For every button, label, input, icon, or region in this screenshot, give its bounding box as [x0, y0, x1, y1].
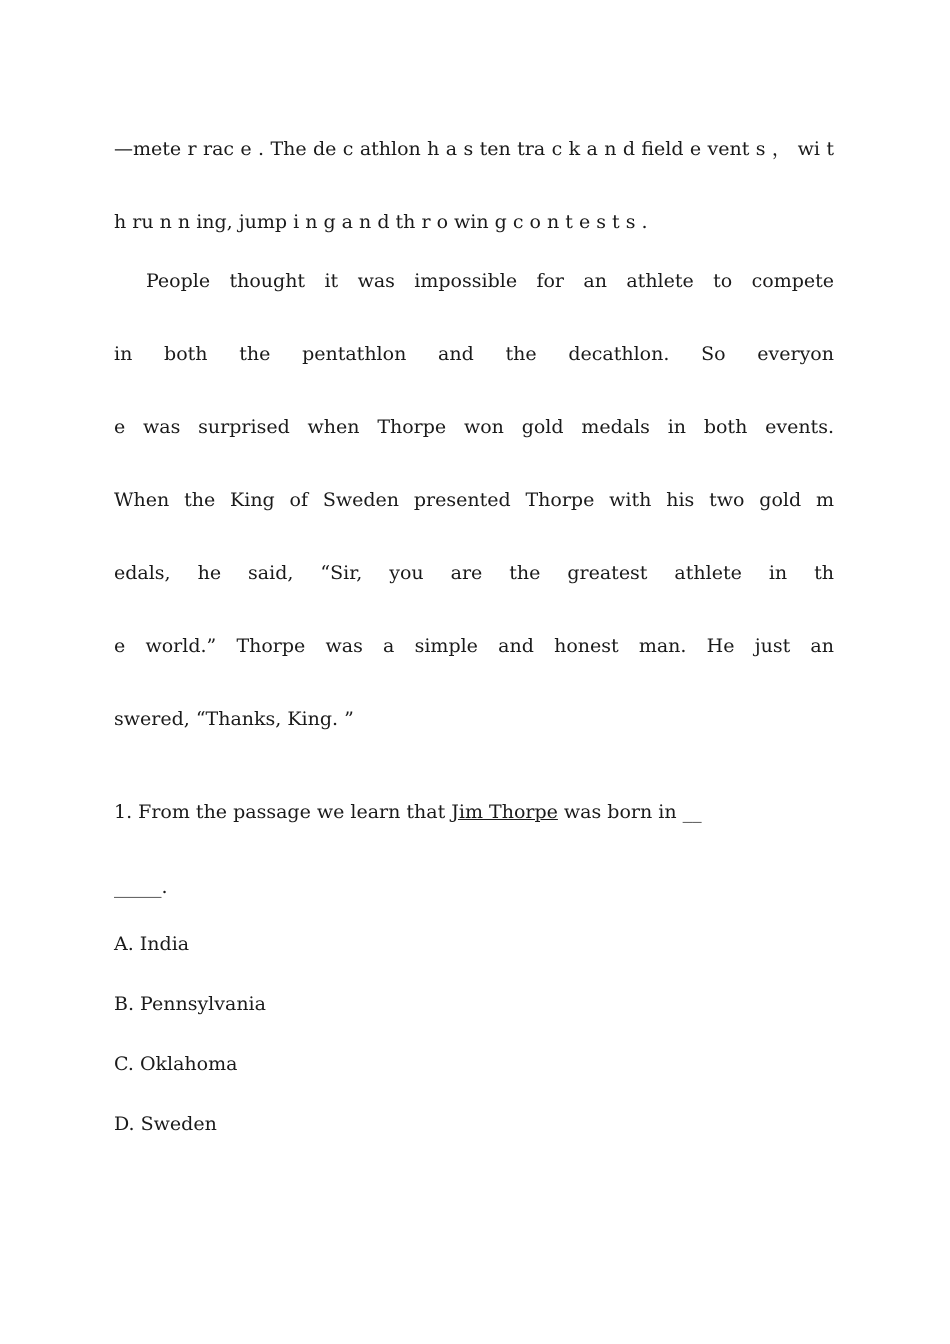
question-text-before: 1. From the passage we learn that	[114, 801, 452, 823]
question-text-after: was born in __	[557, 801, 702, 823]
option-a: A. India	[114, 933, 190, 955]
option-b: B. Pennsylvania	[114, 993, 266, 1015]
passage-line-9: swered, “Thanks, King. ”	[114, 708, 354, 730]
passage-line-1: —mete r rac e . The de c athlon h a s ten tra c k a n d field e vent s ， wi t	[114, 138, 834, 160]
passage-line-2: h ru n n ing, jump i n g a n d th r o win g c o n t e s t s .	[114, 211, 648, 233]
passage-line-4: in both the pentathlon and the decathlon. So everyon	[114, 343, 834, 365]
question-underlined-name: Jim Thorpe	[451, 801, 558, 823]
option-d: D. Sweden	[114, 1113, 217, 1135]
passage-line-3: People thought it was impossible for an athlete to compete	[146, 270, 834, 292]
passage-line-6: When the King of Sweden presented Thorpe with his two gold m	[114, 489, 834, 511]
passage-line-7: edals, he said, “Sir, you are the greatest athlete in th	[114, 562, 834, 584]
question-line-1	[114, 800, 834, 824]
passage-line-5: e was surprised when Thorpe won gold medals in both events.	[114, 416, 834, 438]
question-line-2: _____.	[114, 876, 168, 898]
option-c: C. Oklahoma	[114, 1053, 238, 1075]
passage-line-8: e world.” Thorpe was a simple and honest man. He just an	[114, 635, 834, 657]
